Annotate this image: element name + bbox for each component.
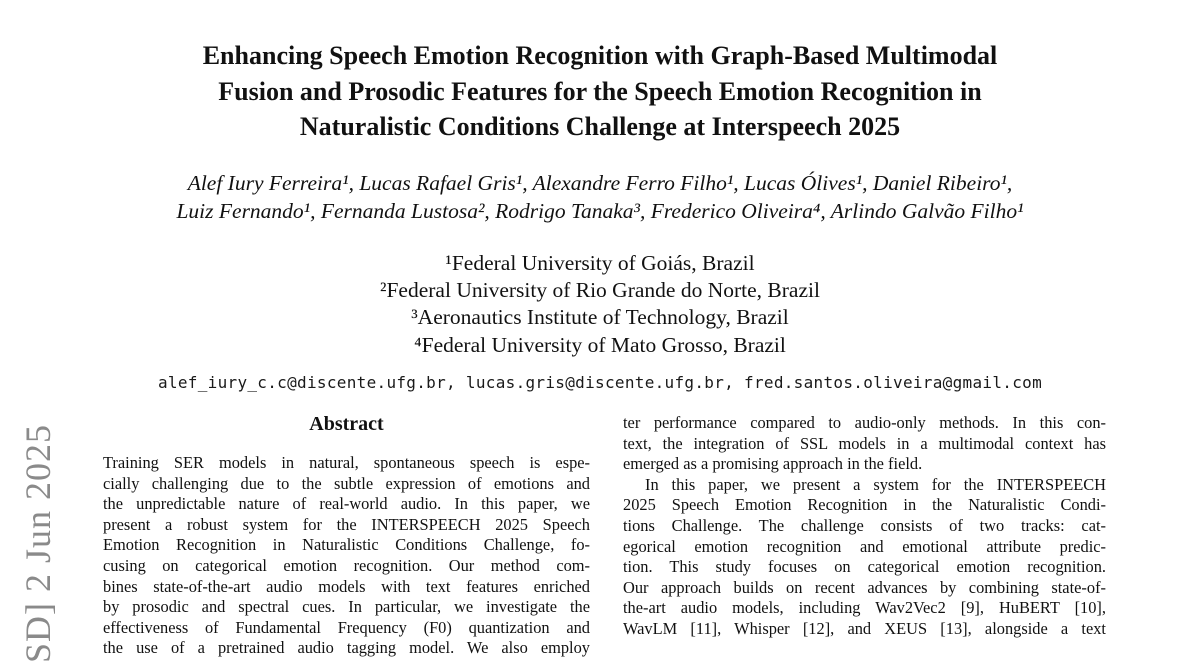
- abstract-line: the unpredictable nature of real-world audio. In this paper, we: [103, 494, 590, 514]
- arxiv-stamp: SD] 2 Jun 2025: [18, 423, 58, 663]
- intro-line: In this paper, we present a system for the INTERSPEECH: [645, 474, 1106, 494]
- intro-line: egorical emotion recognition and emotional attribute predic-: [623, 536, 1106, 556]
- affiliation-line: ³Aeronautics Institute of Technology, Brazil: [411, 305, 789, 330]
- paper-title: [60, 38, 1140, 145]
- affiliation-line: ¹Federal University of Goiás, Brazil: [445, 251, 755, 275]
- abstract-line: by prosodic and spectral cues. In particular, we investigate the: [103, 597, 590, 617]
- intro-line: the-art audio models, including Wav2Vec2 [9], HuBERT [10],: [623, 598, 1106, 618]
- abstract-line: present a robust system for the INTERSPEECH 2025 Speech: [103, 514, 590, 534]
- title-line: Fusion and Prosodic Features for the Speech Emotion Recognition in: [218, 76, 982, 106]
- authors-block: [40, 169, 1160, 225]
- affiliation-line: ²Federal University of Rio Grande do Norte, Brazil: [380, 278, 820, 303]
- intro-line: tions Challenge. The challenge consists of two tracks: cat-: [623, 515, 1106, 535]
- intro-line: 2025 Speech Emotion Recognition in the Naturalistic Condi-: [623, 495, 1106, 515]
- intro-line: emerged as a promising approach in the field.: [623, 454, 923, 474]
- affiliation-line: ⁴Federal University of Mato Grosso, Brazil: [414, 332, 786, 357]
- abstract-line: Training SER models in natural, spontaneous speech is espe-: [103, 453, 590, 472]
- abstract-line: cusing on categorical emotion recognition. Our method com-: [103, 555, 590, 575]
- abstract-line: bines state-of-the-art audio models with text features enriched: [103, 576, 590, 596]
- authors-line: Alef Iury Ferreira¹, Lucas Rafael Gris¹, Alexandre Ferro Filho¹, Lucas Ólives¹, Daniel Ribeiro¹,: [187, 171, 1013, 195]
- emails-line: alef_iury_c.c@discente.ufg.br, lucas.gris@discente.ufg.br, fred.santos.oliveira@gmail.com: [157, 373, 1043, 392]
- intro-line: WavLM [11], Whisper [12], and XEUS [13], alongside a text: [623, 618, 1106, 638]
- title-line: Naturalistic Conditions Challenge at Interspeech 2025: [299, 112, 901, 141]
- abstract-line: effectiveness of Fundamental Frequency (F0) quantization and: [103, 617, 590, 637]
- intro-line: Our approach builds on recent advances by combining state-of-: [623, 577, 1106, 597]
- abstract-heading: Abstract: [309, 413, 384, 435]
- affiliations-block: [60, 250, 1140, 359]
- intro-line: tion. This study focuses on categorical emotion recognition.: [623, 557, 1106, 577]
- abstract-line: cially challenging due to the subtle expression of emotions and: [103, 473, 590, 493]
- abstract-line: the use of a pretrained audio tagging model. We also employ: [103, 638, 590, 658]
- intro-line: ter performance compared to audio-only methods. In this con-: [623, 413, 1106, 432]
- title-line: Enhancing Speech Emotion Recognition with Graph-Based Multimodal: [202, 41, 998, 70]
- abstract-body: [103, 453, 590, 659]
- intro-body: [623, 413, 1106, 640]
- abstract-line: Emotion Recognition in Naturalistic Conditions Challenge, fo-: [103, 535, 590, 555]
- column-right: [623, 410, 1106, 640]
- authors-line: Luiz Fernando¹, Fernanda Lustosa², Rodrigo Tanaka³, Frederico Oliveira⁴, Arlindo Galvão Filho¹: [176, 199, 1024, 223]
- intro-line: text, the integration of SSL models in a multimodal context has: [623, 433, 1106, 453]
- column-left: [103, 410, 590, 659]
